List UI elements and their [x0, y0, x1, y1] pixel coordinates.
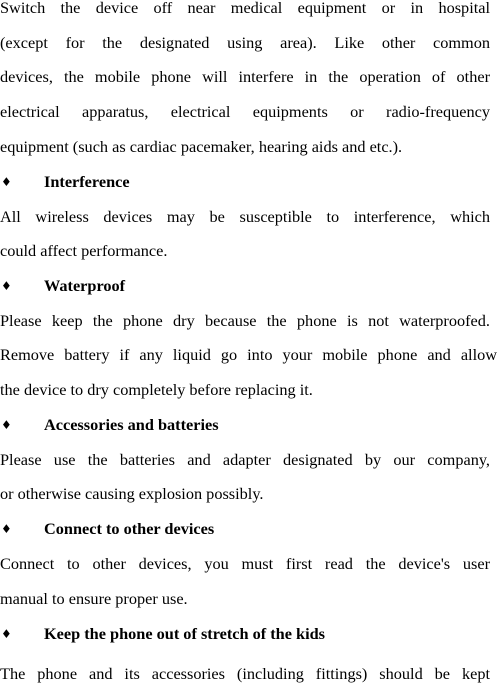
intro-line: (except for the designated using area). Like other common — [0, 33, 490, 52]
body-line: Connect to other devices, you must first read the device's user — [0, 554, 490, 573]
section-title: Connect to other devices — [44, 519, 215, 538]
diamond-bullet-icon: ♦ — [1, 522, 12, 536]
intro-line: devices, the mobile phone will interfere in the operation of other — [0, 67, 490, 86]
body-line: could affect performance. — [0, 241, 168, 260]
diamond-bullet-icon: ♦ — [1, 175, 12, 189]
body-line: or otherwise causing explosion possibly. — [0, 484, 264, 503]
body-line: manual to ensure proper use. — [0, 589, 188, 608]
section-title: Keep the phone out of stretch of the kids — [44, 624, 326, 643]
section-title: Accessories and batteries — [44, 415, 219, 434]
body-line: Please use the batteries and adapter designated by our company, — [0, 450, 490, 469]
intro-line: electrical apparatus, electrical equipments or radio-frequency — [0, 102, 490, 121]
section-title: Interference — [44, 172, 130, 191]
body-line: Please keep the phone dry because the phone is not waterproofed. — [0, 311, 490, 330]
body-line: Remove battery if any liquid go into your mobile phone and allow — [0, 345, 497, 364]
diamond-bullet-icon: ♦ — [1, 279, 12, 293]
section-title: Waterproof — [44, 276, 126, 295]
body-line: the device to dry completely before replacing it. — [0, 380, 313, 399]
intro-line: equipment (such as cardiac pacemaker, hearing aids and etc.). — [0, 137, 403, 156]
intro-line: Switch the device off near medical equipment or in hospital — [0, 0, 490, 17]
body-line: The phone and its accessories (including fittings) should be kept — [0, 664, 490, 683]
diamond-bullet-icon: ♦ — [1, 627, 12, 641]
body-line: All wireless devices may be susceptible to interference, which — [0, 207, 490, 226]
diamond-bullet-icon: ♦ — [1, 418, 12, 432]
